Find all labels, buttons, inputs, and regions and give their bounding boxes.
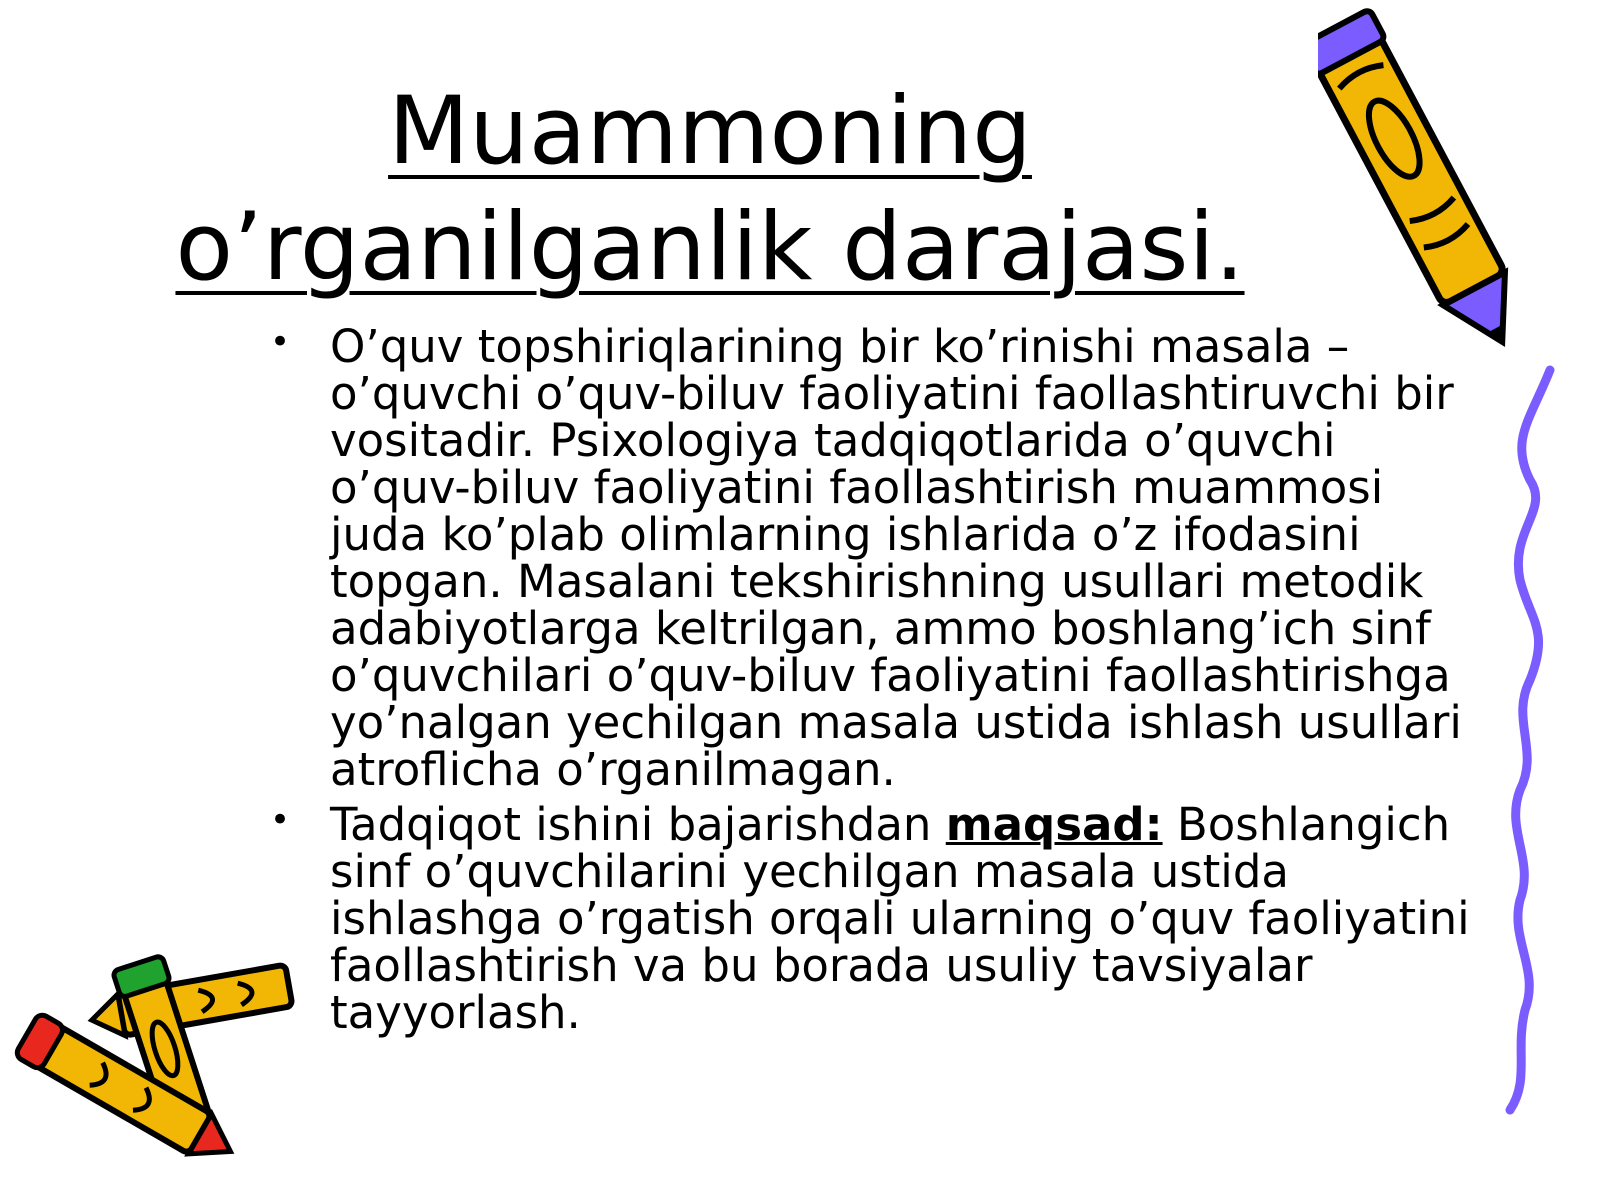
bullet-item	[270, 320, 1470, 796]
bullet-text: Boshlangich sinf o’quvchilarini yechilgan masala ustida ishlashga o’rgatish orqali ularning o’quv faoliyatini faollashtirish va bu borada usuliy tavsiyalar tayyorlash.	[330, 798, 1470, 1039]
bullet-text: O’quv topshiriqlarining bir ko’rinishi masala – o’quvchi o’quv-biluv faoliyatini faollashtiruvchi bir vositadir. Psixologiya tadqiqotlarida o’quvchi o’quv-biluv faoliyatini faollashtirish muammosi juda ko’plab olimlarning ishlarida o’z ifodasini topgan. Masalani tekshirishning usullari metodik adabiyotlarga keltrilgan, ammo boshlang’ich sinf o’quvchilari o’quv-biluv faoliyatini faollashtirishga yo’nalgan yechilgan masala ustida ishlash usullari atroflicha o’rganilmagan.	[330, 320, 1462, 796]
bullet-list	[270, 320, 1470, 1044]
goal-label: maqsad:	[945, 798, 1163, 851]
bullet-marker: •	[270, 322, 291, 362]
squiggle-line-icon	[1490, 360, 1570, 1120]
bullet-item	[270, 798, 1470, 1039]
bullet-marker: •	[270, 800, 291, 840]
pencil-icon	[1318, 4, 1548, 374]
bullet-lead: Tadqiqot ishini bajarishdan	[330, 798, 946, 851]
slide-title: Muammoning o’rganilganlik darajasi.	[175, 77, 1245, 302]
